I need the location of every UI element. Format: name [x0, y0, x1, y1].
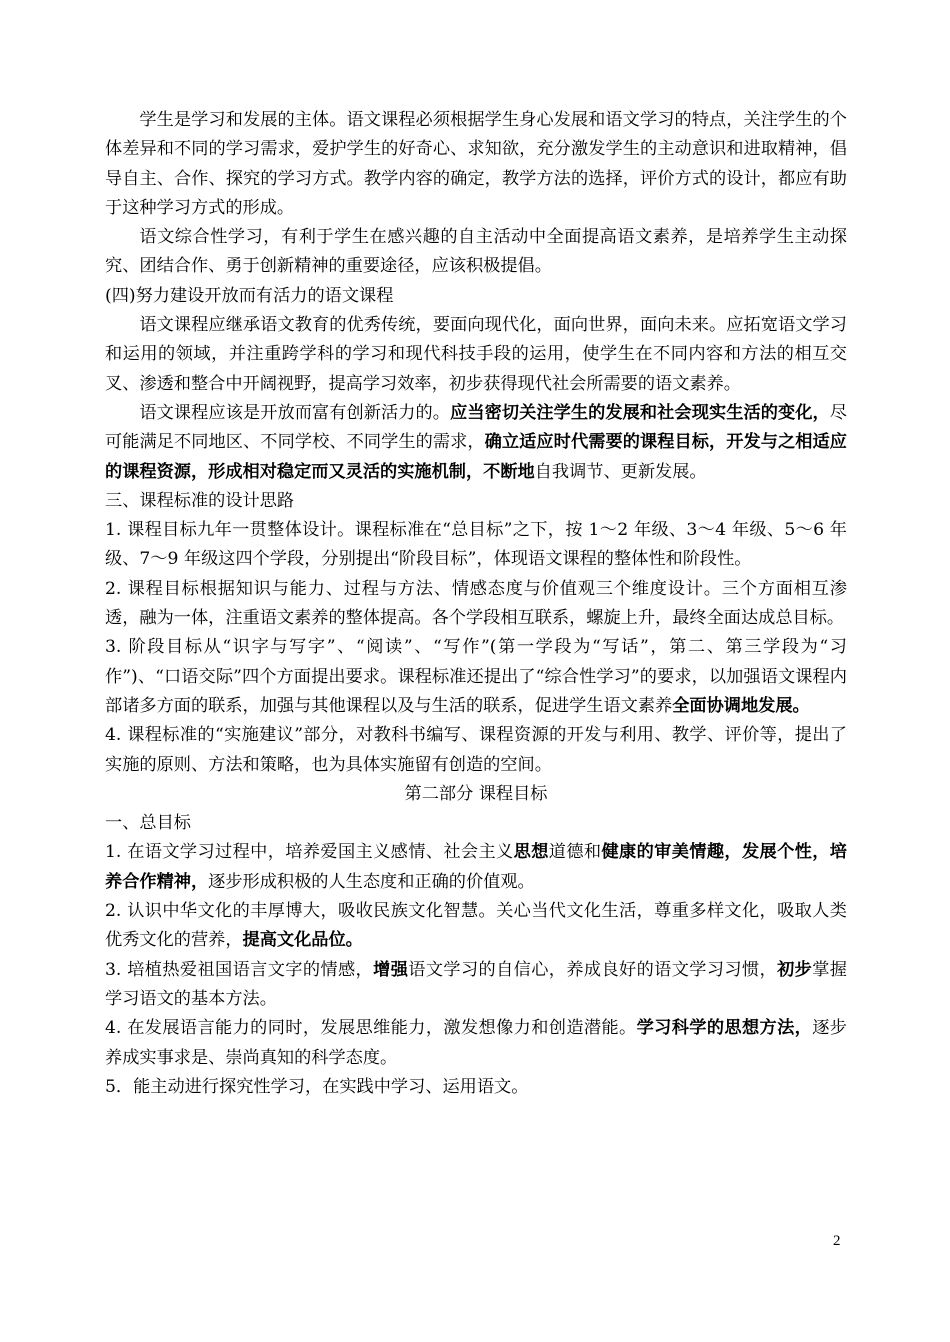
bold-text-run: 应当密切关注学生的发展和社会现实生活的变化， [450, 402, 830, 423]
text-run: 语文课程应继承语文教育的优秀传统，要面向现代化，面向世界，面向未来。应拓宽语文学习和运用的领域，并注重跨学科的学习和现代科技手段的运用，使学生在不同内容和方法的相互交叉、渗透和整合中开阔视野，提高学习效率，初步获得现代社会所需要的语文素养。 [105, 315, 847, 394]
text-run: 3. 阶段目标从“识字与写字”、“阅读”、“写作”(第一学段为“写话”，第二、第三学段为“习作”)、“口语交际”四个方面提出要求。课程标准还提出了“综合性学习”的要求，以加强语文课程内部诸多方面的联系，加强与其他课程以及与生活的联系，促进学生语文素养 [105, 637, 847, 716]
text-run: 道德和 [548, 842, 602, 863]
bold-text-run: 增强 [373, 959, 409, 980]
paragraph [105, 311, 847, 399]
bold-text-run: 学习科学的思想方法， [636, 1018, 813, 1039]
text-run: 5．能主动进行探究性学习，在实践中学习、运用语文。 [105, 1076, 529, 1097]
paragraph [105, 1073, 847, 1102]
page-number: 2 [833, 1233, 841, 1249]
text-run: 第二部分 课程目标 [404, 783, 548, 804]
text-run: 尽可能满足不同地区、不同学校、不同学生的需求， [105, 402, 847, 453]
text-run: 4. 在发展语言能力的同时，发展思维能力，激发想像力和创造潜能。 [105, 1018, 637, 1039]
paragraph [105, 838, 847, 897]
text-run: 逐步养成实事求是、崇尚真知的科学态度。 [105, 1018, 847, 1068]
text-run: (四)努力建设开放而有活力的语文课程 [105, 285, 394, 306]
paragraph [105, 809, 847, 838]
text-run: 自我调节、更新发展。 [534, 461, 707, 482]
text-run: 2. 认识中华文化的丰厚博大，吸收民族文化智慧。关心当代文化生活，尊重多样文化，吸取人类优秀文化的营养， [105, 901, 847, 951]
text-run: 3. 培植热爱祖国语言文字的情感， [105, 959, 374, 980]
text-run: 1. 在语文学习过程中，培养爱国主义感情、社会主义 [105, 842, 514, 863]
paragraph [105, 897, 847, 956]
text-run: 语文学习的自信心，养成良好的语文学习习惯， [408, 959, 778, 980]
text-run: 2. 课程目标根据知识与能力、过程与方法、情感态度与价值观三个维度设计。三个方面相互渗透，融为一体，注重语文素养的整体提高。各个学段相互联系，螺旋上升，最终全面达成总目标。 [105, 578, 847, 629]
paragraph [105, 106, 847, 223]
text-run: 语文综合性学习，有利于学生在感兴趣的自主活动中全面提高语文素养，是培养学生主动探究、团结合作、勇于创新精神的重要途径，应该积极提倡。 [105, 227, 847, 277]
text-run: 逐步形成积极的人生态度和正确的价值观。 [208, 871, 535, 892]
paragraph [105, 487, 847, 516]
paragraph [105, 1014, 847, 1073]
paragraph [105, 282, 847, 311]
bold-text-run: 初步 [777, 959, 813, 980]
paragraph [105, 780, 847, 809]
document-body [105, 106, 847, 1102]
bold-text-run: 确立适应时代需要的课程目标，开发与之相适应的课程资源，形成相对稳定而又灵活的实施机制，不断地 [105, 432, 847, 482]
text-run: 1. 课程目标九年一贯整体设计。课程标准在“总目标”之下，按 1～2 年级、3～4 年级、5～6 年级、7～9 年级这四个学段，分别提出“阶段目标”，体现语文课程的整体性和阶段性。 [105, 520, 847, 570]
text-run: 语文课程应该是开放而富有创新活力的。 [139, 402, 451, 423]
bold-text-run: 提高文化品位。 [242, 930, 363, 951]
paragraph [105, 223, 847, 282]
paragraph [105, 516, 847, 575]
text-run: 掌握学习语文的基本方法。 [105, 959, 847, 1009]
text-run: 学生是学习和发展的主体。语文课程必须根据学生身心发展和语文学习的特点，关注学生的个体差异和不同的学习需求，爱护学生的好奇心、求知欲，充分激发学生的主动意识和进取精神，倡导自主、合作、探究的学习方式。教学内容的确定，教学方法的选择，评价方式的设计，都应有助于这种学习方式的形成。 [105, 110, 847, 218]
paragraph [105, 399, 847, 487]
paragraph [105, 956, 847, 1015]
paragraph [105, 721, 847, 780]
bold-text-run: 思想 [513, 842, 549, 863]
bold-text-run: 健康的审美情趣，发展个性，培养合作精神， [105, 842, 847, 892]
text-run: 4. 课程标准的“实施建议”部分，对教科书编写、课程资源的开发与利用、教学、评价等，提出了实施的原则、方法和策略，也为具体实施留有创造的空间。 [105, 725, 847, 775]
text-run: 一、总目标 [105, 813, 191, 834]
paragraph [105, 575, 847, 634]
text-run: 三、课程标准的设计思路 [105, 490, 295, 511]
bold-text-run: 全面协调地发展。 [672, 695, 810, 716]
paragraph [105, 633, 847, 721]
